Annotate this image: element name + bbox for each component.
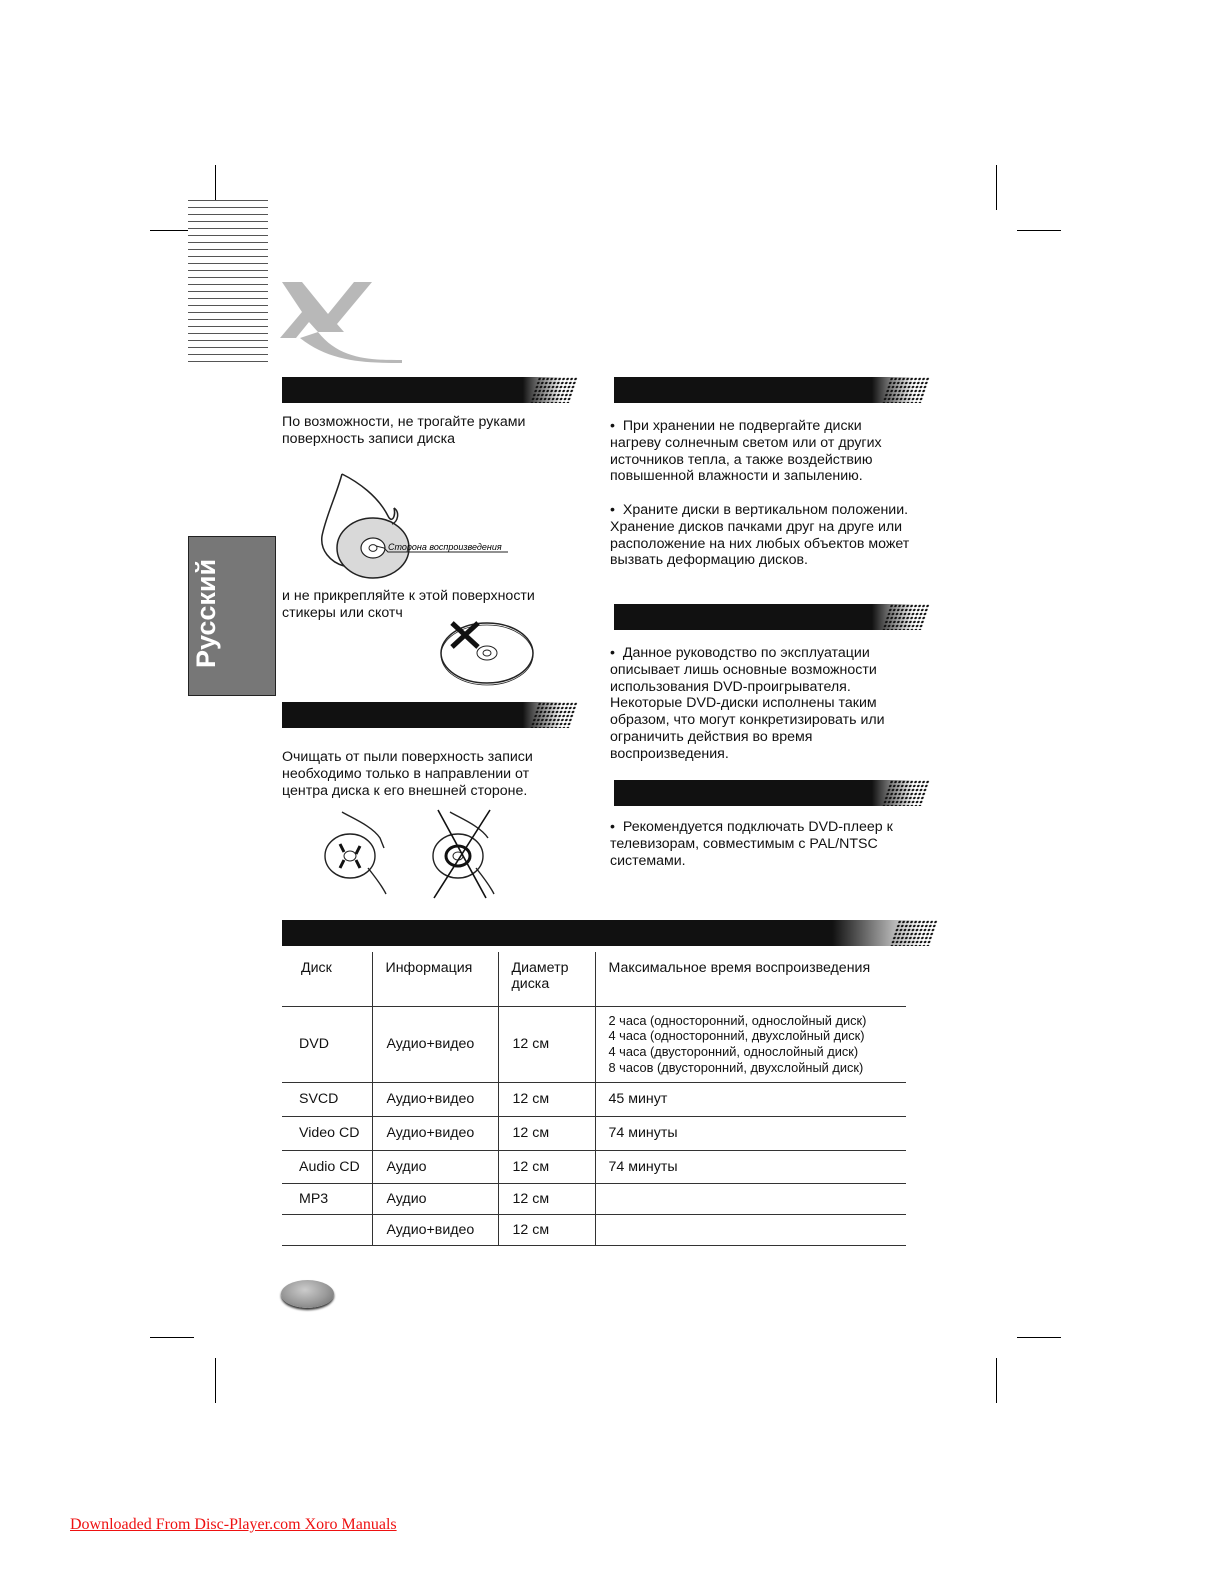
cell-info	[372, 1214, 498, 1245]
crop-mark	[996, 1358, 997, 1403]
cell-info-text: Аудио+видео	[386, 1091, 475, 1107]
cell-time	[595, 1183, 906, 1214]
header-info	[372, 952, 498, 1006]
table-row	[282, 1116, 906, 1150]
cell-size	[498, 1214, 595, 1245]
language-label: Русский	[191, 558, 221, 668]
crop-mark	[215, 1358, 216, 1403]
disc-no-sticker-illustration	[438, 615, 538, 687]
cell-size-text: 12 см	[512, 1036, 550, 1052]
xoro-x-logo-icon	[280, 282, 405, 364]
tv-bullet: • Рекомендуется подключать DVD-плеер к телевизорам, совместимым с PAL/NTSC системами.	[610, 819, 893, 869]
cell-disc-text: Video CD	[299, 1125, 360, 1141]
crop-mark	[996, 165, 997, 210]
cell-time	[595, 1116, 906, 1150]
cell-size-text: 12 см	[512, 1221, 550, 1238]
section-bar-handling	[282, 377, 562, 403]
playback-side-label: Сторона воспроизведения	[388, 542, 502, 552]
header-disc-label: Диск	[301, 960, 332, 976]
header-time	[595, 952, 906, 1006]
cell-disc	[282, 1082, 372, 1116]
cell-disc	[282, 1183, 372, 1214]
table-row	[282, 1006, 906, 1082]
sticker-text: и не прикрепляйте к этой поверхности стикеры или скотч	[282, 588, 535, 621]
cell-time-line: 74 минуты	[608, 1125, 678, 1141]
cell-time-line: 2 часа (односторонний, однослойный диск)	[608, 1012, 867, 1028]
table-row	[282, 1150, 906, 1183]
section-bar-storage	[614, 377, 914, 403]
table-row	[282, 1214, 906, 1245]
header-time-label: Максимальное время воспроизведения	[608, 960, 871, 976]
cell-size	[498, 1183, 595, 1214]
cell-time	[595, 1150, 906, 1183]
disc-types-table	[282, 952, 906, 1246]
manual-bullet: • Данное руководство по эксплуатации описывает лишь основные возможности использования DVD-проигрывателя. Некоторые DVD-диски исполнены таким образом, что могут конкретизировать или ограничить действия во время воспроизведения.	[610, 645, 885, 762]
tv-bullet-text: Рекомендуется подключать DVD-плеер к телевизорам, совместимым с PAL/NTSC системами.	[610, 819, 893, 869]
footer-download-link[interactable]: Downloaded From Disc-Player.com Xoro Manuals	[70, 1516, 397, 1533]
cell-disc	[282, 1006, 372, 1082]
hand-holding-disc-illustration	[318, 466, 518, 586]
cell-info	[372, 1006, 498, 1082]
page-number-badge	[281, 1280, 334, 1308]
cell-size	[498, 1006, 595, 1082]
table-row	[282, 1183, 906, 1214]
cell-time-line: 4 часа (двусторонний, однослойный диск)	[608, 1044, 859, 1059]
cell-size-text: 12 см	[512, 1125, 550, 1141]
cell-time	[595, 1082, 906, 1116]
header-size	[498, 952, 595, 1006]
cell-info	[372, 1116, 498, 1150]
cell-info-text: Аудио	[386, 1158, 427, 1175]
crop-mark	[150, 1337, 194, 1338]
cell-info-text: Аудио	[386, 1190, 427, 1207]
header-stripes	[188, 200, 268, 362]
cell-info-text: Аудио+видео	[386, 1125, 475, 1141]
cell-size	[498, 1082, 595, 1116]
storage-bullet-2: • Храните диски в вертикальном положении. Хранение дисков пачками друг на друге или расположение на них любых объектов может вызвать деформацию дисков.	[610, 502, 910, 569]
storage-bullet-1: • При хранении не подвергайте диски нагреву солнечным светом или от других источников тепла, а также воздействию повышенной влажности и запылению.	[610, 418, 882, 485]
cell-time	[595, 1214, 906, 1245]
cell-time-line: 8 часов (двусторонний, двухслойный диск)	[608, 1059, 864, 1075]
crop-mark	[1017, 1337, 1061, 1338]
cell-info	[372, 1082, 498, 1116]
cell-size	[498, 1116, 595, 1150]
cell-disc-text: MP3	[299, 1190, 329, 1207]
storage-bullet-2-text: Храните диски в вертикальном положении. Хранение дисков пачками друг на друге или расположение на них любых объектов может вызвать деформацию дисков.	[610, 502, 910, 569]
cell-size-text: 12 см	[512, 1158, 550, 1175]
table-header-row	[282, 952, 906, 1006]
cell-size	[498, 1150, 595, 1183]
section-bar-tv	[614, 780, 914, 806]
cell-info-text: Аудио+видео	[386, 1221, 475, 1238]
correct-cleaning-illustration	[322, 808, 392, 896]
section-bar-cleaning	[282, 702, 562, 728]
cell-disc	[282, 1150, 372, 1183]
section-bar-manual	[614, 604, 914, 630]
cell-time-line: 74 минуты	[608, 1158, 678, 1175]
cell-size-text: 12 см	[512, 1190, 550, 1207]
section-bar-disc-types	[282, 920, 922, 946]
header-info-label: Информация	[385, 960, 473, 976]
table-row	[282, 1082, 906, 1116]
cell-time-line: 4 часа (односторонний, двухслойный диск)	[608, 1028, 865, 1044]
cell-disc-text: Audio CD	[299, 1158, 360, 1175]
wrong-cleaning-illustration	[428, 808, 498, 900]
cell-disc	[282, 1214, 372, 1245]
storage-bullet-1-text: При хранении не подвергайте диски нагреву солнечным светом или от других источников тепла, а также воздействию повышенной влажности и запылению.	[610, 418, 882, 485]
cell-disc-text: SVCD	[299, 1091, 339, 1107]
cell-info	[372, 1150, 498, 1183]
cell-time	[595, 1006, 906, 1082]
cleaning-text: Очищать от пыли поверхность записи необходимо только в направлении от центра диска к его внешней стороне.	[282, 749, 533, 799]
crop-mark	[1017, 230, 1061, 231]
cell-info	[372, 1183, 498, 1214]
cell-time-line: 45 минут	[608, 1091, 668, 1107]
handling-text: По возможности, не трогайте руками поверхность записи диска	[282, 414, 526, 447]
cell-disc-text: DVD	[299, 1036, 329, 1052]
header-disc	[282, 952, 372, 1006]
header-size-label: Диаметр диска	[511, 960, 569, 992]
cell-info-text: Аудио+видео	[386, 1036, 475, 1052]
manual-bullet-text: Данное руководство по эксплуатации описывает лишь основные возможности использования DVD-проигрывателя. Некоторые DVD-диски исполнены таким образом, что могут конкретизировать или ограничить действия во время воспроизведения.	[610, 645, 885, 762]
cell-disc	[282, 1116, 372, 1150]
cell-size-text: 12 см	[512, 1091, 550, 1107]
